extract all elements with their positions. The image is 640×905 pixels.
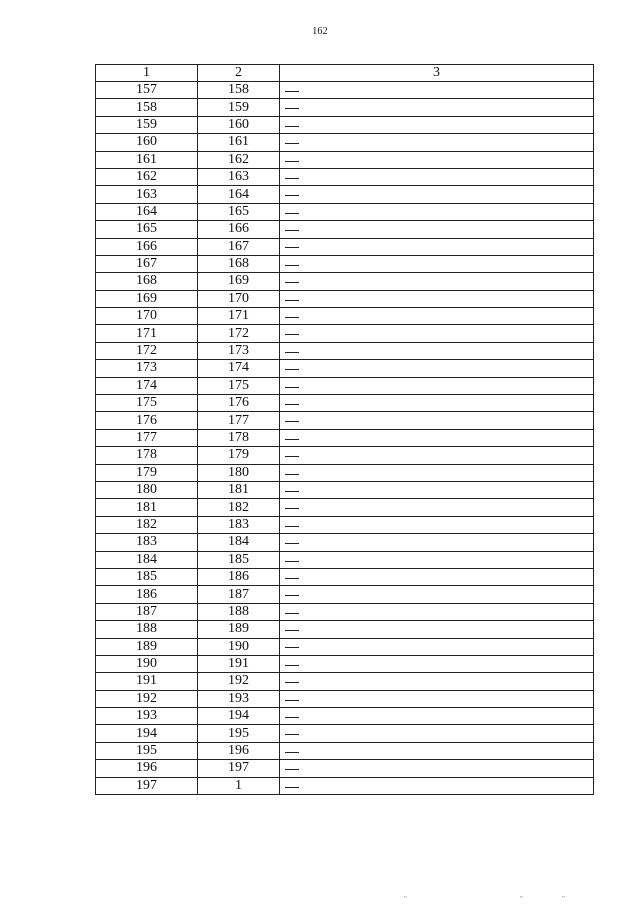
cell-col-3	[280, 342, 594, 359]
cell-col-3	[280, 499, 594, 516]
cell-col-3	[280, 516, 594, 533]
table-row	[96, 742, 594, 759]
cell-col-2: 184	[198, 534, 280, 551]
dash-mark	[285, 161, 299, 162]
footer-marks	[0, 895, 640, 905]
cell-col-3	[280, 255, 594, 272]
dash-mark	[285, 213, 299, 214]
table-row	[96, 568, 594, 585]
cell-col-2: 168	[198, 255, 280, 272]
dash-mark	[285, 143, 299, 144]
cell-col-1: 190	[96, 655, 198, 672]
table-body	[96, 82, 594, 795]
table-row	[96, 690, 594, 707]
table-row	[96, 673, 594, 690]
cell-col-3	[280, 534, 594, 551]
table-row	[96, 186, 594, 203]
table-row	[96, 290, 594, 307]
table-row	[96, 429, 594, 446]
dash-mark	[285, 282, 299, 283]
table-row	[96, 464, 594, 481]
dash-mark	[285, 247, 299, 248]
cell-col-2: 163	[198, 168, 280, 185]
dash-mark	[285, 334, 299, 335]
cell-col-3	[280, 168, 594, 185]
cell-col-1: 174	[96, 377, 198, 394]
cell-col-3	[280, 464, 594, 481]
cell-col-3	[280, 116, 594, 133]
table-row	[96, 655, 594, 672]
cell-col-2: 190	[198, 638, 280, 655]
dash-mark	[285, 352, 299, 353]
table-row	[96, 499, 594, 516]
table-row	[96, 342, 594, 359]
cell-col-3	[280, 708, 594, 725]
dash-mark	[285, 195, 299, 196]
dash-mark	[285, 474, 299, 475]
cell-col-1: 168	[96, 273, 198, 290]
cell-col-1: 175	[96, 395, 198, 412]
dash-mark	[285, 717, 299, 718]
cell-col-2: 172	[198, 325, 280, 342]
cell-col-1: 165	[96, 221, 198, 238]
cell-col-3	[280, 638, 594, 655]
cell-col-2: 170	[198, 290, 280, 307]
cell-col-2: 187	[198, 586, 280, 603]
cell-col-2: 171	[198, 308, 280, 325]
cell-col-3	[280, 221, 594, 238]
cell-col-1: 183	[96, 534, 198, 551]
cell-col-1: 164	[96, 203, 198, 220]
table-row	[96, 325, 594, 342]
table-row	[96, 273, 594, 290]
dash-mark	[285, 439, 299, 440]
table-row	[96, 377, 594, 394]
table-row	[96, 621, 594, 638]
table-row	[96, 116, 594, 133]
cell-col-3	[280, 395, 594, 412]
cell-col-1: 188	[96, 621, 198, 638]
cell-col-3	[280, 742, 594, 759]
cell-col-1: 189	[96, 638, 198, 655]
dash-mark	[285, 734, 299, 735]
cell-col-3	[280, 273, 594, 290]
cell-col-2: 162	[198, 151, 280, 168]
cell-col-3	[280, 655, 594, 672]
cell-col-2: 186	[198, 568, 280, 585]
dash-mark	[285, 682, 299, 683]
dash-mark	[285, 126, 299, 127]
cell-col-3	[280, 690, 594, 707]
cell-col-1: 166	[96, 238, 198, 255]
table-row	[96, 395, 594, 412]
cell-col-1: 162	[96, 168, 198, 185]
table-row	[96, 134, 594, 151]
dash-mark	[285, 421, 299, 422]
cell-col-1: 197	[96, 777, 198, 794]
table-row	[96, 203, 594, 220]
table-row	[96, 360, 594, 377]
cell-col-2: 182	[198, 499, 280, 516]
column-header-3: 3	[280, 65, 594, 82]
dash-mark	[285, 178, 299, 179]
cell-col-3	[280, 99, 594, 116]
cell-col-1: 182	[96, 516, 198, 533]
cell-col-2: 174	[198, 360, 280, 377]
dash-mark	[285, 526, 299, 527]
dash-mark	[285, 578, 299, 579]
cell-col-2: 188	[198, 603, 280, 620]
table-row	[96, 447, 594, 464]
cell-col-2: 164	[198, 186, 280, 203]
cell-col-3	[280, 82, 594, 99]
cell-col-2: 179	[198, 447, 280, 464]
cell-col-2: 195	[198, 725, 280, 742]
dash-mark	[285, 595, 299, 596]
header-row	[96, 65, 594, 82]
cell-col-3	[280, 481, 594, 498]
data-table	[95, 64, 594, 795]
table-row	[96, 168, 594, 185]
dash-mark	[285, 91, 299, 92]
cell-col-1: 187	[96, 603, 198, 620]
cell-col-1: 158	[96, 99, 198, 116]
dash-mark	[285, 752, 299, 753]
dash-mark	[285, 387, 299, 388]
cell-col-2: 180	[198, 464, 280, 481]
table-row	[96, 255, 594, 272]
cell-col-3	[280, 308, 594, 325]
cell-col-2: 181	[198, 481, 280, 498]
table-row	[96, 551, 594, 568]
cell-col-2: 176	[198, 395, 280, 412]
cell-col-1: 177	[96, 429, 198, 446]
cell-col-3	[280, 586, 594, 603]
cell-col-3	[280, 360, 594, 377]
cell-col-3	[280, 725, 594, 742]
table-row	[96, 603, 594, 620]
cell-col-2: 183	[198, 516, 280, 533]
cell-col-2: 167	[198, 238, 280, 255]
cell-col-1: 161	[96, 151, 198, 168]
table-row	[96, 638, 594, 655]
cell-col-2: 158	[198, 82, 280, 99]
cell-col-1: 196	[96, 760, 198, 777]
footer-mark: "	[520, 895, 523, 903]
cell-col-1: 172	[96, 342, 198, 359]
table-row	[96, 99, 594, 116]
cell-col-2: 189	[198, 621, 280, 638]
dash-mark	[285, 508, 299, 509]
dash-mark	[285, 665, 299, 666]
cell-col-2: 196	[198, 742, 280, 759]
dash-mark	[285, 230, 299, 231]
table-row	[96, 308, 594, 325]
cell-col-2: 193	[198, 690, 280, 707]
cell-col-2: 1	[198, 777, 280, 794]
cell-col-2: 173	[198, 342, 280, 359]
cell-col-3	[280, 621, 594, 638]
table-header	[96, 65, 594, 82]
cell-col-1: 157	[96, 82, 198, 99]
cell-col-2: 185	[198, 551, 280, 568]
dash-mark	[285, 613, 299, 614]
cell-col-1: 194	[96, 725, 198, 742]
cell-col-1: 191	[96, 673, 198, 690]
dash-mark	[285, 404, 299, 405]
cell-col-1: 159	[96, 116, 198, 133]
cell-col-3	[280, 186, 594, 203]
cell-col-1: 160	[96, 134, 198, 151]
dash-mark	[285, 769, 299, 770]
cell-col-2: 178	[198, 429, 280, 446]
cell-col-1: 163	[96, 186, 198, 203]
dash-mark	[285, 265, 299, 266]
dash-mark	[285, 787, 299, 788]
cell-col-1: 178	[96, 447, 198, 464]
table-row	[96, 221, 594, 238]
cell-col-1: 186	[96, 586, 198, 603]
cell-col-2: 169	[198, 273, 280, 290]
page-number: 162	[312, 26, 328, 37]
cell-col-1: 193	[96, 708, 198, 725]
cell-col-2: 192	[198, 673, 280, 690]
cell-col-2: 175	[198, 377, 280, 394]
cell-col-1: 184	[96, 551, 198, 568]
dash-mark	[285, 369, 299, 370]
cell-col-1: 173	[96, 360, 198, 377]
column-header-2: 2	[198, 65, 280, 82]
table-row	[96, 760, 594, 777]
cell-col-2: 197	[198, 760, 280, 777]
cell-col-1: 179	[96, 464, 198, 481]
dash-mark	[285, 491, 299, 492]
cell-col-3	[280, 568, 594, 585]
cell-col-3	[280, 238, 594, 255]
dash-mark	[285, 647, 299, 648]
cell-col-2: 160	[198, 116, 280, 133]
cell-col-2: 191	[198, 655, 280, 672]
cell-col-3	[280, 447, 594, 464]
dash-mark	[285, 630, 299, 631]
cell-col-3	[280, 203, 594, 220]
table-row	[96, 412, 594, 429]
cell-col-1: 180	[96, 481, 198, 498]
footer-mark: "	[562, 895, 565, 903]
table-row	[96, 151, 594, 168]
cell-col-3	[280, 412, 594, 429]
cell-col-1: 192	[96, 690, 198, 707]
cell-col-3	[280, 673, 594, 690]
cell-col-2: 165	[198, 203, 280, 220]
cell-col-3	[280, 377, 594, 394]
dash-mark	[285, 456, 299, 457]
cell-col-3	[280, 429, 594, 446]
table-row	[96, 238, 594, 255]
table-row	[96, 725, 594, 742]
dash-mark	[285, 108, 299, 109]
table-row	[96, 586, 594, 603]
dash-mark	[285, 700, 299, 701]
table-row	[96, 481, 594, 498]
cell-col-1: 176	[96, 412, 198, 429]
cell-col-3	[280, 325, 594, 342]
cell-col-3	[280, 760, 594, 777]
table-row	[96, 777, 594, 794]
dash-mark	[285, 317, 299, 318]
cell-col-3	[280, 134, 594, 151]
cell-col-2: 159	[198, 99, 280, 116]
dash-mark	[285, 543, 299, 544]
cell-col-2: 177	[198, 412, 280, 429]
cell-col-3	[280, 777, 594, 794]
cell-col-3	[280, 290, 594, 307]
table-row	[96, 82, 594, 99]
table-row	[96, 534, 594, 551]
cell-col-3	[280, 151, 594, 168]
cell-col-1: 170	[96, 308, 198, 325]
cell-col-3	[280, 551, 594, 568]
table-row	[96, 516, 594, 533]
table-row	[96, 708, 594, 725]
cell-col-1: 181	[96, 499, 198, 516]
column-header-1: 1	[96, 65, 198, 82]
cell-col-2: 194	[198, 708, 280, 725]
cell-col-1: 195	[96, 742, 198, 759]
cell-col-2: 161	[198, 134, 280, 151]
footer-mark: "	[404, 895, 407, 903]
cell-col-1: 185	[96, 568, 198, 585]
dash-mark	[285, 561, 299, 562]
cell-col-2: 166	[198, 221, 280, 238]
dash-mark	[285, 300, 299, 301]
cell-col-1: 167	[96, 255, 198, 272]
cell-col-3	[280, 603, 594, 620]
cell-col-1: 171	[96, 325, 198, 342]
cell-col-1: 169	[96, 290, 198, 307]
